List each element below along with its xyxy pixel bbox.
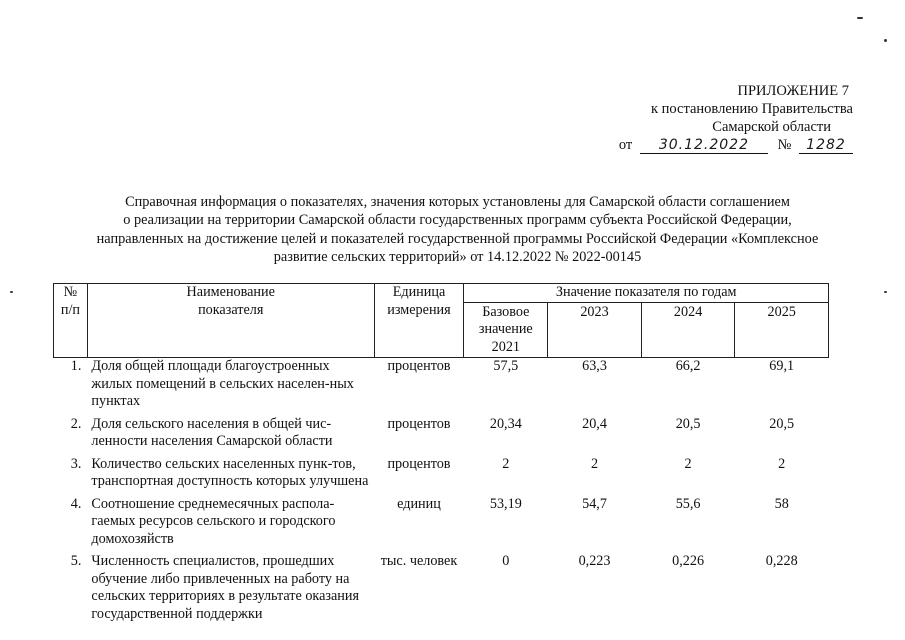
appendix-line: Самарской области — [712, 119, 831, 135]
appendix-block — [619, 82, 853, 154]
value-2024: 0,226 — [672, 553, 705, 569]
header-year: 2023 — [548, 302, 642, 358]
indicator-unit: процентов — [387, 455, 451, 472]
indicators-table — [53, 283, 829, 628]
number-label: № — [777, 137, 792, 153]
from-label: от — [618, 137, 633, 153]
table-row — [54, 553, 829, 628]
header-number: № п/п — [54, 284, 88, 358]
value-2023: 54,7 — [582, 495, 607, 512]
header-values-by-year: Значение показателя по годам — [464, 284, 829, 303]
row-number: 5. — [70, 553, 82, 569]
document-heading — [40, 193, 875, 267]
value-2025: 20,5 — [769, 415, 795, 432]
value-2024: 55,6 — [675, 495, 701, 512]
base-value: 0 — [502, 553, 510, 569]
row-number: 3. — [70, 455, 82, 472]
value-2023: 0,223 — [578, 553, 611, 569]
base-value: 2 — [502, 455, 510, 472]
indicator-unit: единиц — [397, 495, 441, 512]
table-row — [54, 358, 829, 416]
scan-speck — [884, 39, 887, 42]
handwritten-date: 30.12.2022 — [640, 137, 768, 154]
table-row — [54, 456, 829, 496]
base-value: 57,5 — [493, 358, 519, 374]
value-2024: 66,2 — [675, 358, 701, 374]
value-2024: 20,5 — [675, 415, 701, 432]
header-name: Наименование показателя — [87, 284, 374, 358]
value-2025: 2 — [778, 455, 786, 472]
row-number: 4. — [70, 495, 82, 512]
header-year: 2024 — [641, 302, 735, 358]
header-base-value: Базовое значение 2021 — [464, 302, 548, 358]
value-2023: 2 — [590, 455, 599, 472]
indicator-name: Численность специалистов, прошедших обучение либо привлеченных на работу на сельских территориях в результате оказания государственной поддержки — [91, 553, 360, 622]
table-row — [54, 416, 829, 456]
indicator-name: Соотношение среднемесячных распола-гаемых ресурсов сельского и городского домохозяйств — [91, 495, 336, 547]
heading-line: Справочная информация о показателях, значения которых установлены для Самарской области соглашением — [125, 194, 790, 210]
value-2023: 63,3 — [582, 358, 607, 374]
value-2023: 20,4 — [582, 415, 607, 432]
indicator-name: Доля сельского населения в общей чис-ленности населения Самарской области — [91, 415, 333, 449]
base-value: 53,19 — [489, 495, 522, 512]
appendix-line: к постановлению Правительства — [651, 101, 853, 117]
value-2025: 69,1 — [769, 358, 795, 374]
indicator-name: Доля общей площади благоустроенных жилых помещений в сельских населен-ных пунктах — [91, 358, 354, 409]
base-value: 20,34 — [489, 415, 522, 432]
value-2024: 2 — [684, 455, 692, 472]
scan-speck — [857, 17, 863, 19]
heading-line: о реализации на территории Самарской области государственных программ субъекта Российской Федерации, — [123, 212, 792, 229]
header-unit: Единица измерения — [374, 284, 464, 358]
appendix-title: ПРИЛОЖЕНИЕ 7 — [737, 83, 849, 99]
indicator-unit: процентов — [387, 358, 451, 374]
appendix-number-line — [619, 136, 853, 154]
indicator-name: Количество сельских населенных пунк-тов, транспортная доступность которых улучшена — [91, 455, 369, 489]
heading-line: развитие сельских территорий» от 14.12.2022 № 2022-00145 — [273, 249, 642, 266]
heading-line: направленных на достижение целей и показателей государственной программы Российской Федерации «Комплексное — [96, 230, 819, 247]
indicator-unit: процентов — [387, 415, 451, 432]
value-2025: 58 — [774, 495, 789, 512]
row-number: 1. — [70, 358, 82, 374]
handwritten-number: 1282 — [799, 137, 853, 154]
row-number: 2. — [70, 415, 82, 432]
value-2025: 0,228 — [765, 553, 798, 569]
scan-speck — [884, 291, 887, 293]
indicator-unit: тыс. человек — [380, 553, 458, 569]
scan-speck — [10, 291, 13, 293]
header-year: 2025 — [735, 302, 829, 358]
table-row — [54, 496, 829, 554]
